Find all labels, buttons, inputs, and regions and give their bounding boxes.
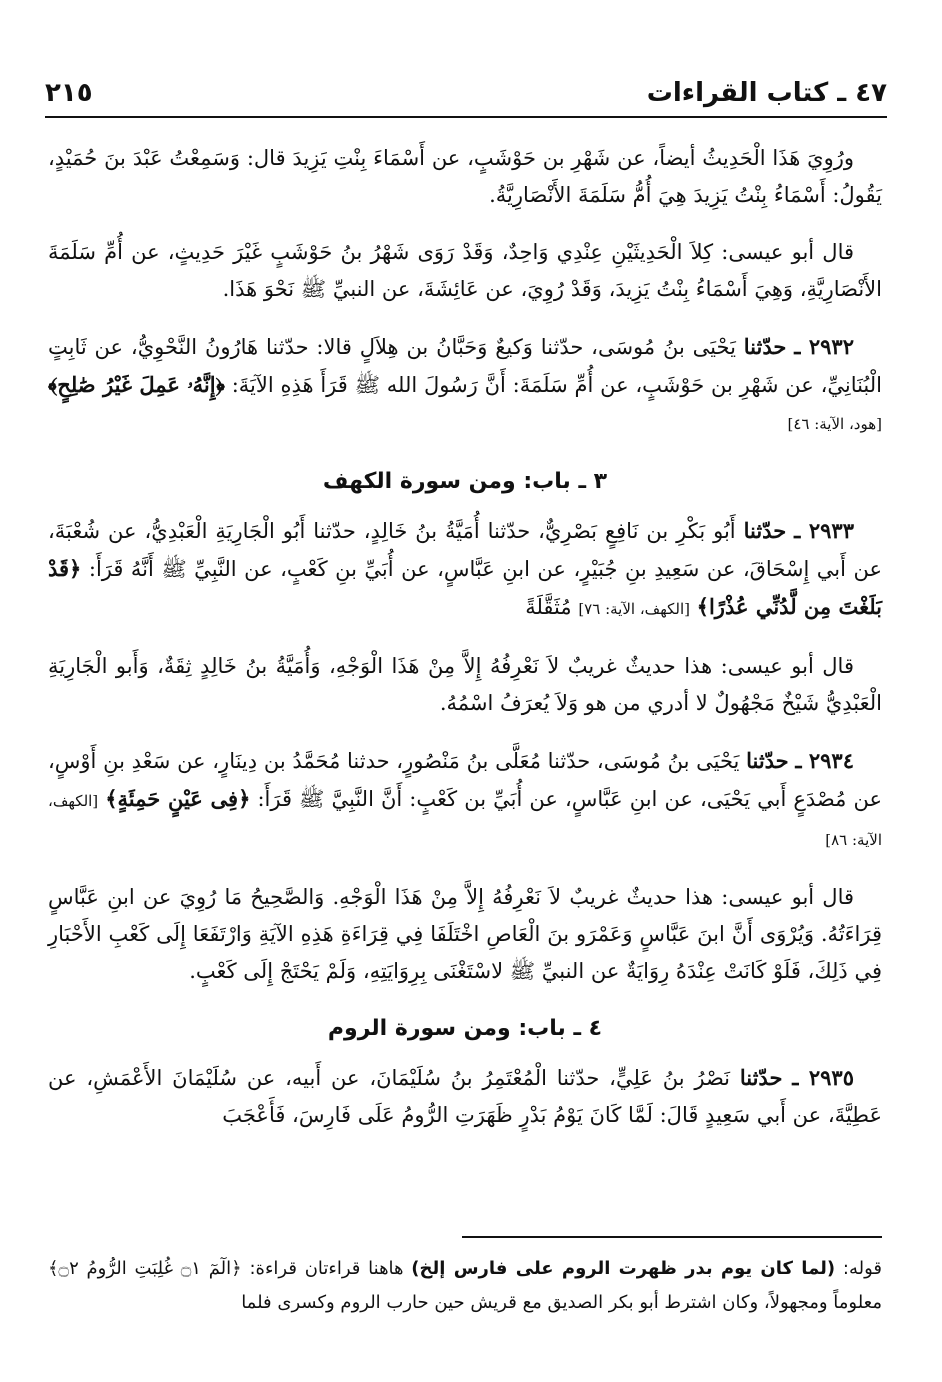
main-text <box>48 140 882 1154</box>
verse-reference: [هود، الآية: ٤٦] <box>787 415 882 433</box>
chapter-title: ٤٧ ـ كتاب القراءات <box>646 78 887 108</box>
paragraph-abu-isa-comment <box>48 648 882 722</box>
quran-quote: ﴿قَدْ بَلَغْتَ مِن لَّدُنِّي عُذْرًا﴾ <box>48 556 882 619</box>
hadith-lead-word: حدّثنا <box>739 1065 783 1090</box>
paragraph-abu-isa-comment <box>48 234 882 308</box>
footnote-divider <box>462 1236 882 1238</box>
paragraph-text: قال أبو عيسى: كِلاَ الْحَدِيثَيْنِ عِنْدِي وَاحِدٌ، وَقَدْ رَوَى شَهْرُ بنُ حَوْشَبٍ غَيْرَ حَدِيثٍ، عن أُمِّ سَلَمَةَ الأَنْصَارِيَّةِ، وَهِيَ أَسْمَاءُ بِنْتُ يَزِيدَ، وَقَدْ رُوِيَ، عن عَائِشَةَ، عن النبيِّ ﷺ نَحْوَ هَذَا. <box>48 240 882 301</box>
hadith-lead-word: حدّثنا <box>743 334 787 359</box>
paragraph-narration <box>48 140 882 214</box>
footnote-lemma: (لما كان يوم بدر ظهرت الروم على فارس إلخ) <box>411 1258 836 1279</box>
paragraph-text: قال أبو عيسى: هذا حديثٌ غريبٌ لاَ نَعْرِفُهُ إِلاَّ مِنْ هَذَا الْوَجْهِ. وَالصَّحِيحُ مَا رُوِيَ عن ابنِ عَبَّاسٍ قِرَاءَتُهُ. وَيُرْوَى أَنَّ ابنَ عَبَّاسٍ وَعَمْرَو بنَ الْعَاصِ اخْتَلَفَا فِي قِرَاءَةِ هَذِهِ الآيَةِ وَارْتَفَعَا إِلَى كَعْبِ الأَحْبَارِ فِي ذَلِكَ، فَلَوْ كَانَتْ عِنْدَهُ رِوَايَةٌ عن النبيِّ ﷺ لاسْتَغْنَى بِرِوَايَتِهِ، وَلَمْ يَحْتَجْ إِلَى كَعْبٍ. <box>48 885 882 983</box>
paragraph-text: ورُوِيَ هَذَا الْحَدِيثُ أيضاً، عن شَهْرِ بن حَوْشَبٍ، عن أَسْمَاءَ بِنْتِ يَزِيدَ قال: وَسَمِعْتُ عَبْدَ بنَ حُمَيْدٍ، يَقُولُ: أَسْمَاءُ بِنْتُ يَزِيدَ هِيَ أُمُّ سَلَمَةَ الأَنْصَارِيَّةُ. <box>48 146 882 207</box>
running-header <box>45 70 887 118</box>
page-number: ٢١٥ <box>45 78 93 108</box>
hadith-lead-word: حدّثنا <box>743 518 787 543</box>
hadith-2935 <box>48 1059 882 1134</box>
reading-note: مُثَقَّلَةً <box>525 595 572 619</box>
chapter-heading-rum: ٤ ـ باب: ومن سورة الروم <box>327 1016 603 1041</box>
hadith-text: نَصْرُ بنُ عَلِيٍّ، حدّثنا الْمُعْتَمِرُ بنُ سُلَيْمَانَ، عن أَبيه، عن سُلَيْمَانَ الأَعْمَشِ، عن عَطِيَّةَ، عن أَبي سَعِيدٍ قَالَ: لَمَّا كَانَ يَوْمُ بَدْرٍ ظَهَرَتِ الرُّومُ عَلَى فَارِسَ، فَأَعْجَبَ <box>48 1066 882 1127</box>
hadith-2932 <box>48 328 882 443</box>
footnote-prefix: قوله: <box>842 1258 882 1279</box>
verse-reference: [الكهف، الآية: ٨٦] <box>48 792 882 849</box>
footnote-text: هاهنا قراءتان قراءة: ﴿الٓمٓ ۝١ غُلِبَتِ الرُّومُ ۝٢﴾ معلوماً ومجهولاً، وكان اشترط أبو بكر الصديق مع قريش حين حارب الروم وكسرى فلما <box>48 1258 882 1313</box>
chapter-heading-kahf: ٣ ـ باب: ومن سورة الكهف <box>322 469 608 494</box>
hadith-number: ٢٩٣٤ ـ <box>795 748 854 773</box>
hadith-text: يَحْيَى بنُ مُوسَى، حدّثنا مُعَلَّى بنُ مَنْصُورٍ، حدثنا مُحَمَّدُ بن دِينَارٍ، عن سَعْدِ بنِ أَوْسٍ، عن مُصْدَعٍ أَبي يَحْيَى، عن ابنِ عَبَّاسٍ، عن أُبَيِّ بن كَعْبٍ: أَنَّ النَّبِيَّ ﷺ قَرَأَ: <box>48 749 882 811</box>
footnote <box>48 1252 882 1320</box>
paragraph-abu-isa-comment <box>48 879 882 990</box>
hadith-2934 <box>48 742 882 859</box>
paragraph-text: قال أبو عيسى: هذا حديثٌ غريبٌ لاَ نَعْرِفُهُ إِلاَّ مِنْ هَذَا الْوَجْهِ، وَأُمَيَّةُ بنُ خَالِدٍ ثِقَةٌ، وَأَبو الْجَارِيَةِ الْعَبْدِيُّ شَيْخٌ مَجْهُولٌ لا أدري من هو وَلاَ يُعرَفُ اسْمُهُ. <box>48 654 882 715</box>
hadith-text: يَحْيَى بنُ مُوسَى، حدّثنا وَكيعٌ وَحَبَّانُ بن هِلاَلٍ قالا: حدّثنا هَارُونُ النَّحْوِيُّ، عن ثَابِتٍ الْبُنَانِيِّ، عن شَهْرِ بن حَوْشَبٍ، عن أُمِّ سَلَمَةَ: أَنَّ رَسُولَ الله ﷺ قَرَأَ هَذِهِ الآيَةَ: <box>48 335 882 397</box>
hadith-lead-word: حدّثنا <box>746 748 789 773</box>
quran-quote: ﴿فِى عَيْنٍ حَمِئَةٍ﴾ <box>105 786 251 811</box>
quran-quote: ﴿إِنَّهُۥ عَمِلَ غَيْرُ صَٰلِحٍ﴾ <box>48 372 225 397</box>
hadith-text: أَبُو بَكْرِ بن نَافِعٍ بَصْرِيٌّ، حدّثنا أُمَيَّةُ بنُ خَالِدٍ، حدّثنا أَبُو الْجَارِيَةِ الْعَبْدِيُّ، عن شُعْبَةَ، عن أَبي إِسْحَاقَ، عن سَعِيدِ بنِ جُبَيْرٍ، عن ابنِ عَبَّاسٍ، عن أُبَيِّ بنِ كَعْبٍ، عن النَّبِيِّ ﷺ أَنَّهُ قَرَأَ: <box>48 519 882 581</box>
hadith-number: ٢٩٣٢ ـ <box>794 334 854 359</box>
hadith-2933 <box>48 512 882 628</box>
hadith-number: ٢٩٣٥ ـ <box>792 1065 854 1090</box>
verse-reference: [الكهف، الآية: ٧٦] <box>578 600 690 618</box>
hadith-number: ٢٩٣٣ ـ <box>794 518 854 543</box>
